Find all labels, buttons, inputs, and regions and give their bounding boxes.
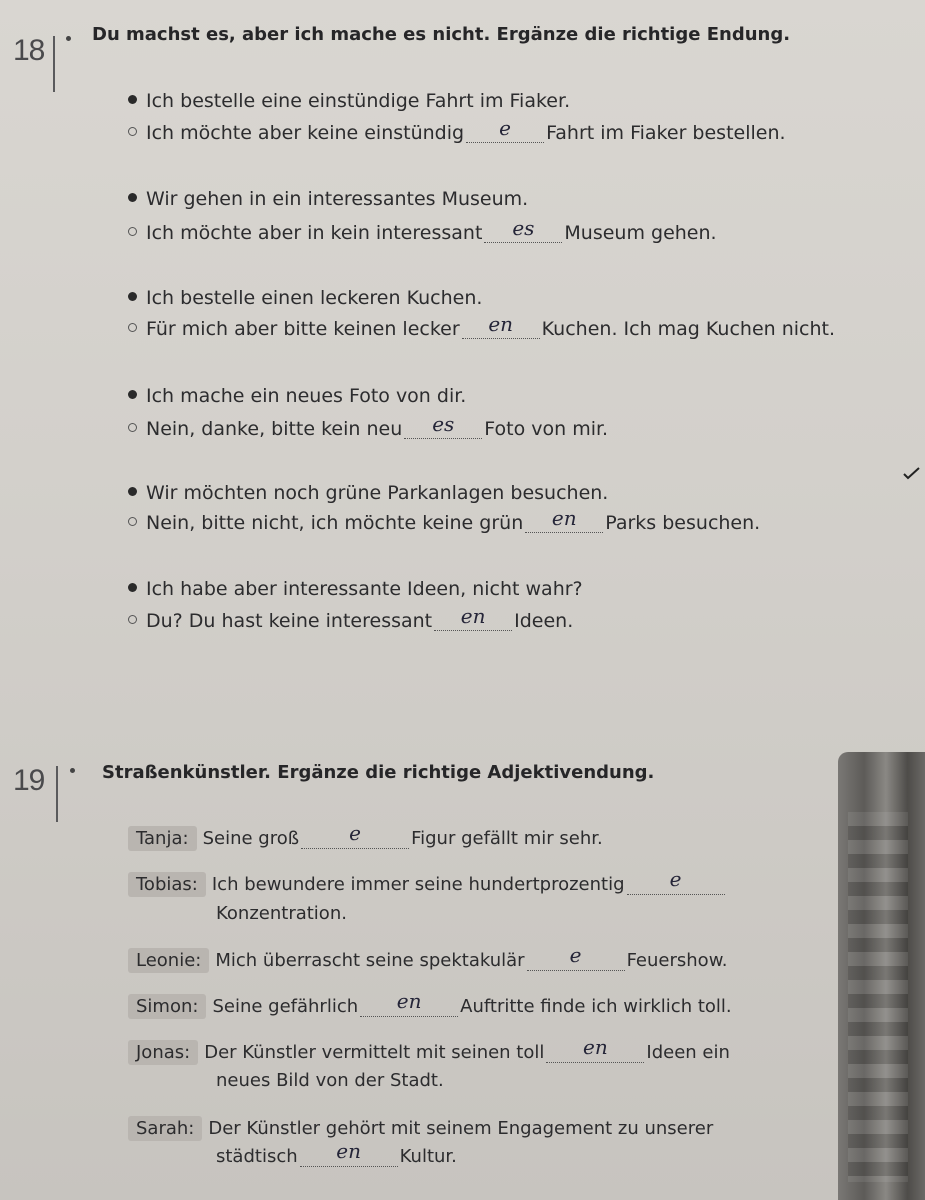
exercise-18-divider — [53, 36, 55, 92]
answer-blank[interactable]: e — [466, 123, 544, 143]
exercise-18-title: Du machst es, aber ich mache es nicht. Ergänze die richtige Endung. — [92, 24, 791, 45]
ex18-response-5: Nein, bitte nicht, ich möchte keine grün en Parks besuchen. — [128, 512, 760, 534]
exercise-18-difficulty-dot — [66, 36, 71, 41]
answer-blank[interactable]: en — [546, 1042, 644, 1063]
filled-bullet-icon — [128, 482, 146, 504]
speaker-label: Simon: — [128, 994, 206, 1019]
ex18-statement-5: Wir möchten noch grüne Parkanlagen besuchen. — [128, 482, 608, 504]
exercise-19-divider — [56, 766, 58, 822]
answer-blank[interactable]: en — [360, 996, 458, 1017]
ex18-statement-4: Ich mache ein neues Foto von dir. — [128, 385, 466, 407]
ex18-statement-6: Ich habe aber interessante Ideen, nicht wahr? — [128, 578, 583, 600]
hollow-bullet-icon — [128, 418, 146, 440]
street-artist-photo — [838, 752, 925, 1200]
hollow-bullet-icon — [128, 318, 146, 340]
photo-texture — [848, 812, 908, 1182]
ex19-line-jonas: Jonas: Der Künstler vermittelt mit seinen toll en Ideen ein — [128, 1040, 730, 1065]
answer-blank[interactable]: es — [484, 223, 562, 243]
check-mark-icon — [903, 466, 921, 480]
ex18-statement-2: Wir gehen in ein interessantes Museum. — [128, 188, 528, 210]
speaker-label: Tanja: — [128, 826, 197, 851]
ex18-response-3: Für mich aber bitte keinen lecker en Kuchen. Ich mag Kuchen nicht. — [128, 318, 835, 340]
hollow-bullet-icon — [128, 610, 146, 632]
answer-blank[interactable]: en — [300, 1146, 398, 1167]
ex18-response-2: Ich möchte aber in kein interessant es Museum gehen. — [128, 222, 717, 244]
hollow-bullet-icon — [128, 512, 146, 534]
ex19-line-tanja: Tanja: Seine groß e Figur gefällt mir sehr. — [128, 826, 603, 851]
ex18-response-6: Du? Du hast keine interessant en Ideen. — [128, 610, 573, 632]
answer-blank[interactable]: en — [462, 319, 540, 339]
filled-bullet-icon — [128, 188, 146, 210]
speaker-label: Jonas: — [128, 1040, 198, 1065]
answer-blank[interactable]: en — [525, 513, 603, 533]
ex18-response-1: Ich möchte aber keine einstündig e Fahrt im Fiaker bestellen. — [128, 122, 786, 144]
ex19-line-sarah-continued: städtisch en Kultur. — [216, 1139, 457, 1167]
filled-bullet-icon — [128, 90, 146, 112]
ex19-line-tobias: Tobias: Ich bewundere immer seine hundertprozentig e — [128, 872, 727, 897]
speaker-label: Leonie: — [128, 948, 209, 973]
hollow-bullet-icon — [128, 222, 146, 244]
ex19-line-simon: Simon: Seine gefährlich en Auftritte finde ich wirklich toll. — [128, 994, 732, 1019]
speaker-label: Tobias: — [128, 872, 206, 897]
speaker-label: Sarah: — [128, 1116, 202, 1141]
ex19-line-tobias-continued: Konzentration. — [216, 903, 347, 924]
answer-blank[interactable]: e — [627, 874, 725, 895]
answer-blank[interactable]: e — [301, 828, 409, 849]
ex19-line-sarah: Sarah: Der Künstler gehört mit seinem Engagement zu unserer — [128, 1116, 713, 1141]
exercise-19-title: Straßenkünstler. Ergänze die richtige Adjektivendung. — [102, 762, 655, 783]
filled-bullet-icon — [128, 385, 146, 407]
exercise-19-difficulty-dot — [70, 768, 75, 773]
filled-bullet-icon — [128, 578, 146, 600]
exercise-19-number: 19 — [13, 764, 45, 797]
hollow-bullet-icon — [128, 122, 146, 144]
answer-blank[interactable]: e — [527, 950, 625, 971]
filled-bullet-icon — [128, 287, 146, 309]
ex18-statement-3: Ich bestelle einen leckeren Kuchen. — [128, 287, 482, 309]
ex18-statement-1: Ich bestelle eine einstündige Fahrt im Fiaker. — [128, 90, 570, 112]
ex19-line-jonas-continued: neues Bild von der Stadt. — [216, 1070, 444, 1091]
exercise-18-number: 18 — [13, 34, 45, 67]
answer-blank[interactable]: en — [434, 611, 512, 631]
ex18-response-4: Nein, danke, bitte kein neu es Foto von mir. — [128, 418, 608, 440]
ex19-line-leonie: Leonie: Mich überrascht seine spektakulär e Feuershow. — [128, 948, 727, 973]
answer-blank[interactable]: es — [404, 419, 482, 439]
